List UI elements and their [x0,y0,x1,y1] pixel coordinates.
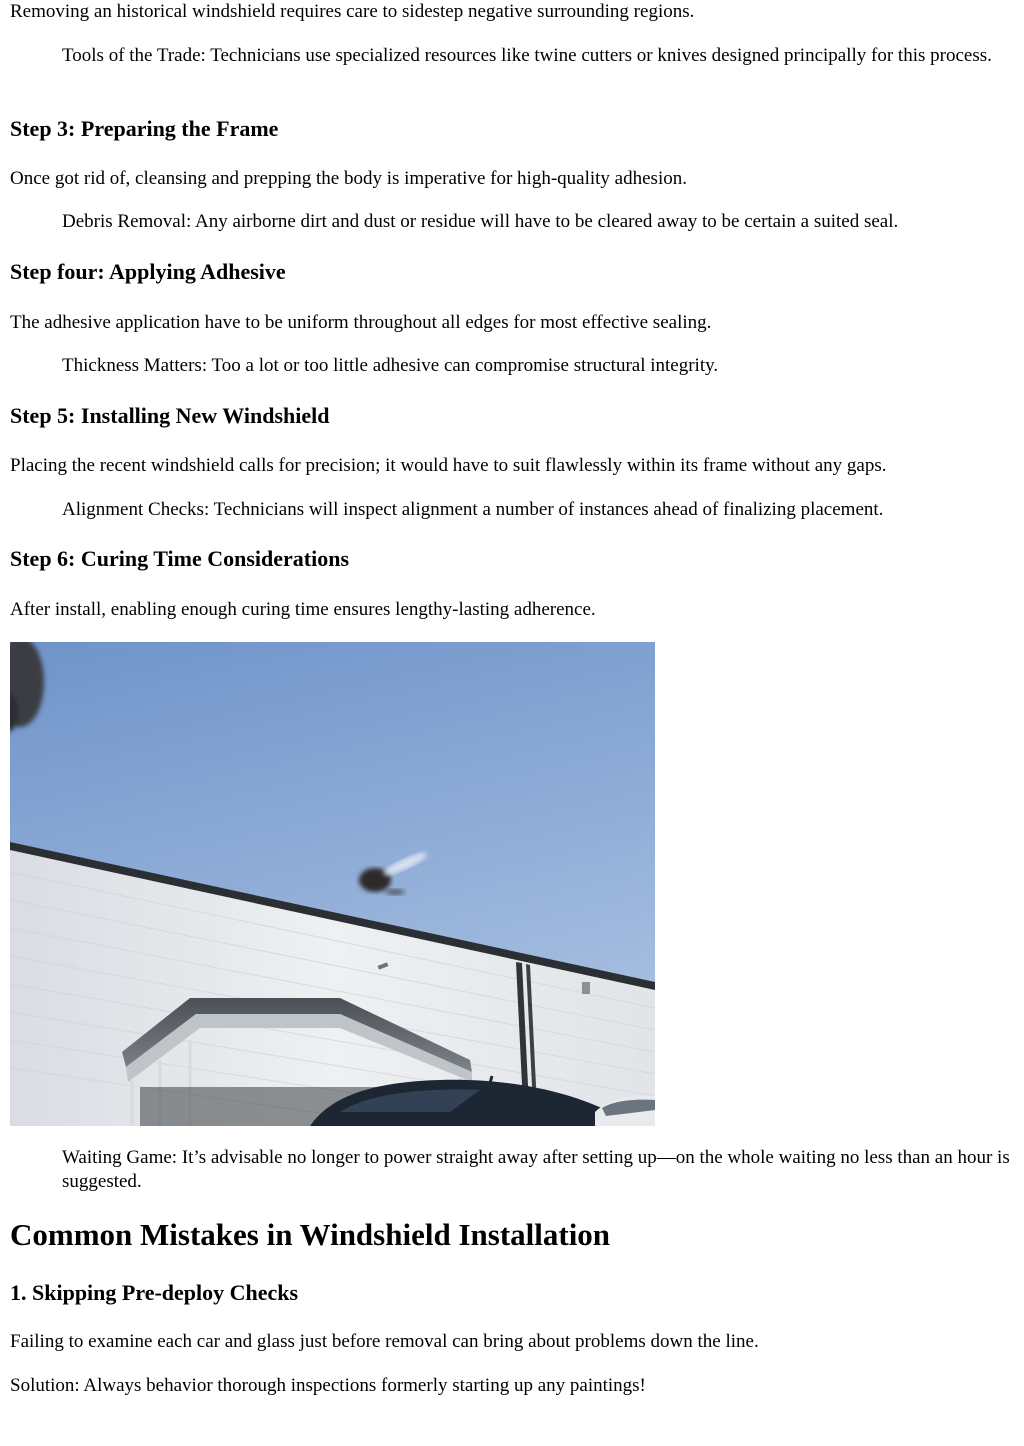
step5-heading: Step 5: Installing New Windshield [10,403,330,428]
step6-heading: Step 6: Curing Time Considerations [10,546,350,571]
mistake1-heading: 1. Skipping Pre-deploy Checks [10,1280,299,1305]
step4-note: Thickness Matters: Too a lot or too little adhesive can compromise structural integrity. [62,355,719,376]
step4-heading: Step four: Applying Adhesive [10,259,286,284]
step6-note: Waiting Game: It’s advisable no longer to power straight away after setting up—on the whole waiting no less than an hour is suggested. [62,1147,1010,1192]
step3-note: Debris Removal: Any airborne dirt and dust or residue will have to be cleared away to be certain a suited seal. [62,211,899,232]
step3-heading: Step 3: Preparing the Frame [10,116,279,141]
tools-note: Tools of the Trade: Technicians use specialized resources like twine cutters or knives designed principally for this process. [62,45,992,66]
step4-paragraph: The adhesive application have to be uniform throughout all edges for most effective sealing. [10,312,712,333]
mistake1-solution: Solution: Always behavior thorough inspections formerly starting up any paintings! [10,1375,646,1396]
step5-paragraph: Placing the recent windshield calls for precision; it would have to suit flawlessly within its frame without any gaps. [10,455,887,476]
intro-paragraph: Removing an historical windshield requires care to sidestep negative surrounding regions. [10,1,695,22]
mistake1-paragraph: Failing to examine each car and glass just before removal can bring about problems down the line. [10,1331,759,1352]
step5-note: Alignment Checks: Technicians will inspect alignment a number of instances ahead of finalizing placement. [62,499,884,520]
step6-paragraph: After install, enabling enough curing time ensures lengthy-lasting adherence. [10,599,596,620]
mistakes-heading: Common Mistakes in Windshield Installation [10,1217,611,1252]
step3-paragraph: Once got rid of, cleansing and prepping the body is imperative for high-quality adhesion. [10,168,687,189]
windshield-photo [10,642,655,1126]
